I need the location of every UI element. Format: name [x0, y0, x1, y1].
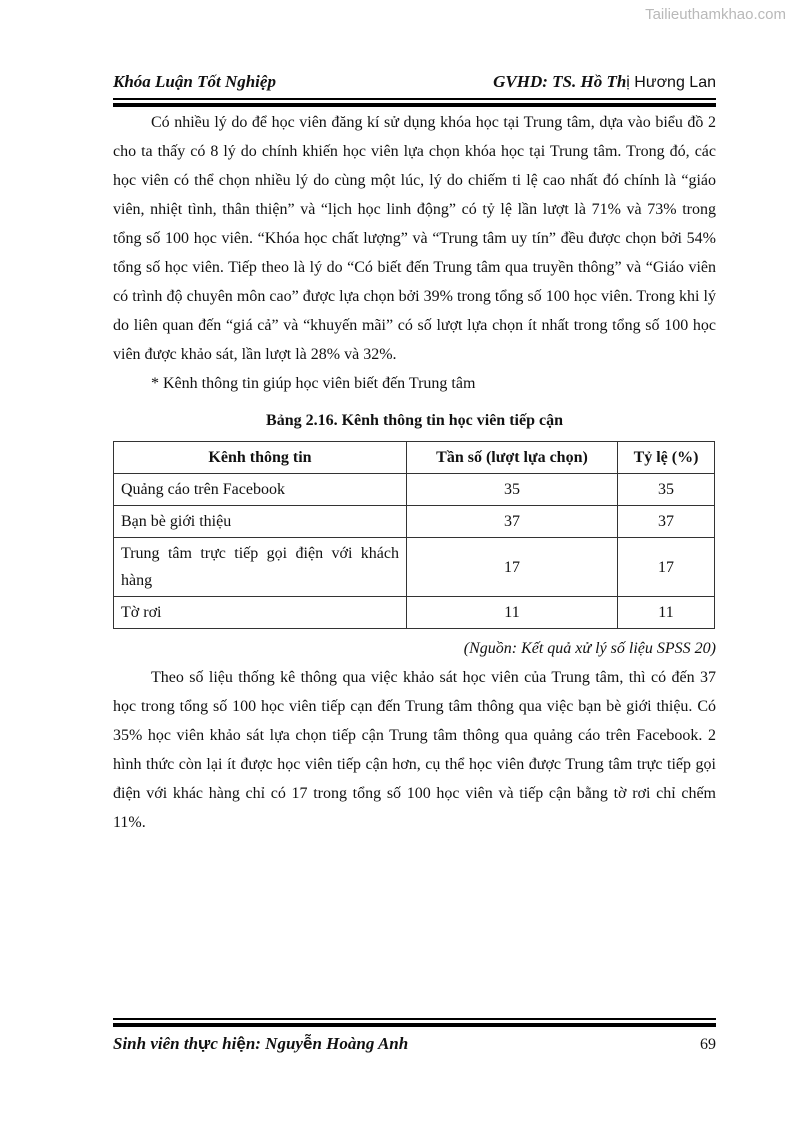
bullet-line: * Kênh thông tin giúp học viên biết đến Trung tâm	[151, 375, 476, 392]
footer-rule	[113, 1018, 716, 1027]
table-source-note: (Nguồn: Kết quả xử lý số liệu SPSS 20)	[463, 640, 716, 657]
page-number: 69	[700, 1036, 716, 1053]
cell-channel: Quảng cáo trên Facebook	[114, 474, 407, 506]
column-header-channel: Kênh thông tin	[114, 442, 407, 474]
footer-author-seg: ễ	[302, 1034, 313, 1053]
footer-author-seg: Sinh viên th	[113, 1034, 199, 1053]
cell-channel: Bạn bè giới thiệu	[114, 506, 407, 538]
footer-author-seg: n Hoàng Anh	[312, 1034, 409, 1053]
page-footer	[113, 1014, 716, 1057]
cell-percent: 11	[618, 597, 715, 629]
paragraph-2: Theo số liệu thống kê thông qua việc khảo sát học viên của Trung tâm, thì có đến 37 học trong tổng số 100 học viên tiếp cạn đến Trung tâm thông qua việc bạn bè giới thiệu. Có 35% học viên khảo sát lựa chọn tiếp cận Trung tâm thông qua quảng cáo trên Facebook. 2 hình thức còn lại ít được học viên tiếp cận hơn, cụ thể học viên được Trung tâm trực tiếp gọi điện với khác hàng chỉ có 17 trong tổng số 100 học viên và tiếp cận bằng tờ rơi chỉ chếm 11%.	[113, 669, 716, 831]
footer-author	[113, 1032, 408, 1056]
table-row	[114, 597, 715, 629]
header-supervisor	[493, 71, 716, 94]
cell-frequency: 37	[407, 506, 618, 538]
channels-table	[113, 441, 715, 629]
page-content	[113, 108, 716, 837]
column-header-frequency: Tần số (lượt lựa chọn)	[407, 442, 618, 474]
footer-author-seg: n: Nguy	[245, 1034, 303, 1053]
column-header-percent: Tỷ lệ (%)	[618, 442, 715, 474]
cell-percent: 17	[618, 538, 715, 597]
footer-author-seg: ệ	[236, 1034, 246, 1053]
footer-author-seg: c hi	[210, 1034, 237, 1053]
table-header-row	[114, 442, 715, 474]
cell-channel: Tờ rơi	[114, 597, 407, 629]
paragraph-1: Có nhiều lý do để học viên đăng kí sử dụng khóa học tại Trung tâm, dựa vào biểu đồ 2 cho ta thấy có 8 lý do chính khiến học viên lựa chọn khóa học tại Trung tâm. Trong đó, các học viên có thể chọn nhiều lý do cùng một lúc, lý do chiếm ti lệ cao nhất đó chính là “giáo viên, nhiệt tình, thân thiện” và “lịch học linh động” có tỷ lệ lần lượt là 71% và 73% trong tổng số 100 học viên. “Khóa học chất lượng” và “Trung tâm uy tín” đều được chọn bởi 54% tổng số học viên. Tiếp theo là lý do “Có biết đến Trung tâm qua truyền thông” và “Giáo viên có trình độ chuyên môn cao” được lựa chọn bởi 39% trong tổng số 100 học viên. Trong khi lý do liên quan đến “giá cả” và “khuyến mãi” có số lượt lựa chọn ít nhất trong tổng số 100 học viên được khảo sát, lần lượt là 28% và 32%.	[113, 114, 716, 363]
cell-frequency: 35	[407, 474, 618, 506]
cell-percent: 37	[618, 506, 715, 538]
cell-percent: 35	[618, 474, 715, 506]
footer-row	[113, 1032, 716, 1057]
table-row	[114, 538, 715, 597]
header-thesis-title: Khóa Luận Tốt Nghiệp	[113, 72, 276, 91]
cell-channel: Trung tâm trực tiếp gọi điện với khách hàng	[114, 538, 407, 597]
footer-author-seg: ự	[198, 1034, 211, 1053]
cell-frequency: 17	[407, 538, 618, 597]
table-row	[114, 474, 715, 506]
table-caption: Bảng 2.16. Kênh thông tin học viên tiếp cận	[266, 412, 563, 429]
cell-frequency: 11	[407, 597, 618, 629]
header-supervisor-serif: GVHD: TS. Hồ Th	[493, 72, 627, 91]
table-row	[114, 506, 715, 538]
header-supervisor-sans: ị Hương Lan	[626, 74, 716, 91]
page-header	[113, 71, 716, 107]
watermark: Tailieuthamkhao.com	[645, 6, 786, 23]
header-row	[113, 71, 716, 94]
header-rule	[113, 98, 716, 107]
